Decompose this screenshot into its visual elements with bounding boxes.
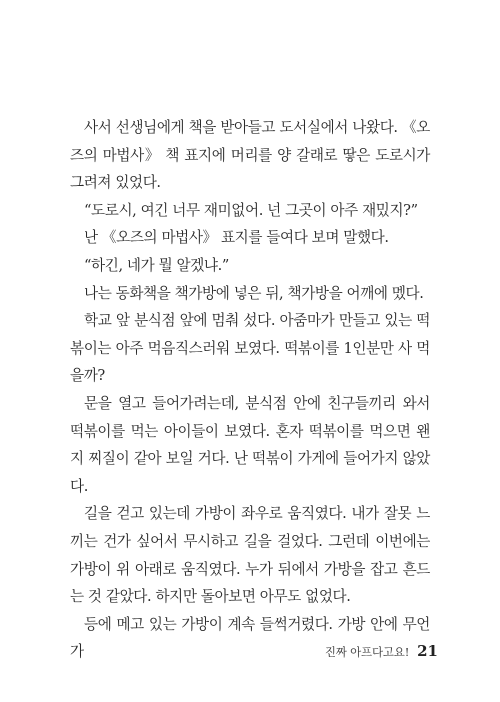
paragraph: 등에 메고 있는 가방이 계속 들썩거렸다. 가방 안에 무언가 bbox=[70, 615, 430, 661]
paragraph: 학교 앞 분식점 앞에 멈춰 섰다. 아줌마가 만들고 있는 떡볶이는 아주 먹음직스러워 보였다. 떡볶이를 1인분만 사 먹을까? bbox=[70, 312, 430, 385]
paragraph: 길을 걷고 있는데 가방이 좌우로 움직였다. 내가 잘못 느끼는 건가 싶어서 무시하고 길을 걸었다. 그런데 이번에는 가방이 위 아래로 움직였다. 누가 뒤에서 가방을 잡고 흔드는 것 같았다. 하지만 돌아보면 아무도 없었다. bbox=[70, 505, 430, 606]
paragraph: “도로시, 여긴 너무 재미없어. 넌 그곳이 아주 재밌지?” bbox=[84, 201, 418, 219]
paragraph: 사서 선생님에게 책을 받아들고 도서실에서 나왔다. 《오즈의 마법사》 책 표지에 머리를 양 갈래로 땋은 도로시가 그려져 있었다. bbox=[70, 119, 430, 192]
body-text bbox=[70, 114, 430, 666]
paragraph: 문을 열고 들어가려는데, 분식점 안에 친구들끼리 와서 떡볶이를 먹는 아이들이 보였다. 혼자 떡볶이를 먹으면 왠지 찌질이 같아 보일 거다. 난 떡볶이 가게에 들어가지 않았다. bbox=[70, 394, 430, 495]
paragraph: 난 《오즈의 마법사》 표지를 들여다 보며 말했다. bbox=[84, 229, 389, 247]
page-footer bbox=[325, 642, 438, 660]
page-number: 21 bbox=[417, 642, 438, 660]
running-title: 진짜 아프다고요! bbox=[324, 645, 410, 659]
paragraph: “하긴, 네가 뭘 알겠냐.” bbox=[84, 256, 229, 274]
paragraph: 나는 동화책을 책가방에 넣은 뒤, 책가방을 어깨에 멨다. bbox=[84, 284, 424, 302]
